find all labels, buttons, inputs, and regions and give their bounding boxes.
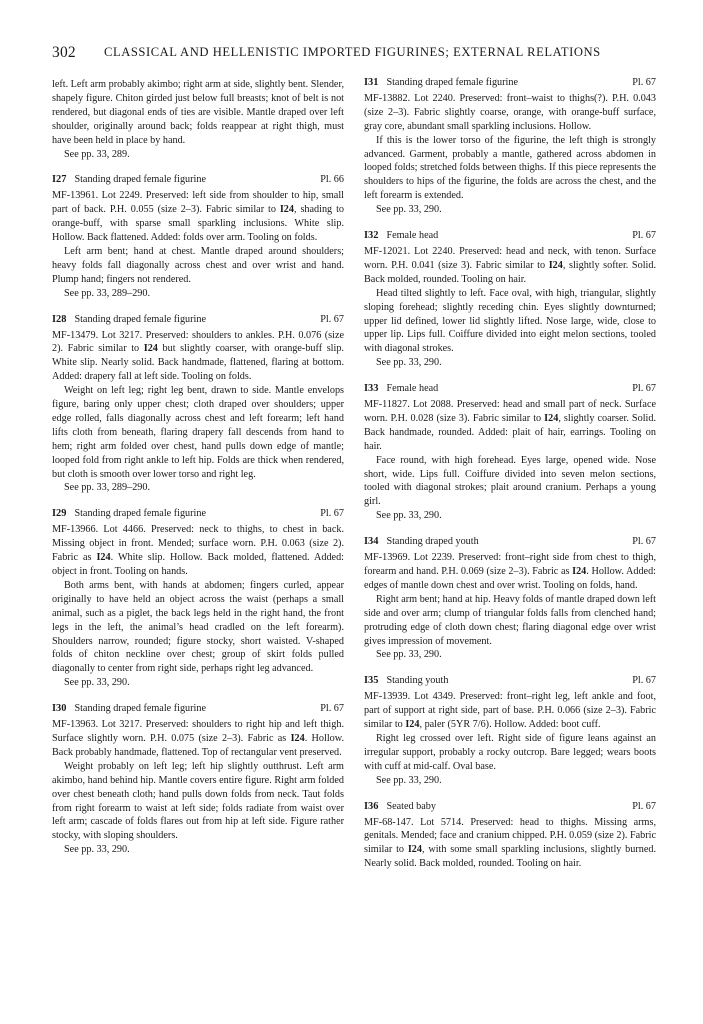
description-text: , shading to orange-buff, with sparse small sparkling inclusions. White slip. Hollow. Back flattened. Added: folds over arm. Tooling on folds. [52,204,344,244]
entry-paragraph: If this is the lower torso of the figurine, the left thigh is strongly advanced. Garment, probably a mantle, gathered across abdomen in looped folds; stretched folds between thighs. If this piece represents the shoulders to hips of the figurine, the folds are across the chest, and the left forearm is extended. [364,134,656,202]
entry-heading [364,800,656,814]
right-column [364,76,656,871]
catalogue-number: I27 [52,174,67,186]
entry-heading [364,382,656,396]
entry-heading [364,535,656,549]
continuation-see: See pp. 33, 289. [64,148,130,160]
entry-title: Standing draped female figurine [386,77,518,88]
catalogue-entry-i34 [364,535,656,662]
entry-title: Female head [386,383,439,395]
entry-title: Standing draped female figurine [74,508,206,520]
entry-description [364,245,656,287]
description-text: , slightly softer. Solid. Back molded, rounded. Tooling on hair. [364,259,656,285]
catalogue-entry-i27 [52,173,344,300]
cross-reference: I24 [544,412,559,424]
entry-description [52,189,344,245]
entry-heading [52,173,344,187]
entry-paragraph: Both arms bent, with hands at abdomen; fingers curled, appear originally to have held an object across the waist (perhaps a small animal, such as a piglet, the back legs held in the right hand, the front legs in the left, the animal’s head cradled on the left forearm). Shoulders narrow, rounded; figure stocky, short waisted. V-shaped folds of chiton neckline over chest; group of skirt folds pulled diagonally to center from right side, perhaps right leg advanced. [52,579,344,675]
plate-reference: Pl. 66 [320,174,344,186]
description-text: . Hollow. Added: edges of mantle down chest and over wrist. Tooling on folds, hand. [364,566,657,591]
entry-title: Standing youth [386,675,449,687]
description-text: , slightly coarser. Solid. Back handmade, rounded. Added: plait of hair, earrings. Tooling on hair. [364,412,656,452]
catalogue-entry-i32 [364,229,656,370]
cross-reference: I24 [405,719,420,731]
entry-heading [364,229,656,243]
entry-description [364,92,656,134]
see-pages: See pp. 33, 290. [376,774,442,786]
plate-reference: Pl. 67 [632,675,656,687]
cross-reference: I24 [279,204,294,216]
catalogue-entry-i29 [52,507,344,690]
catalogue-number: I29 [52,508,67,520]
description-text: MF-13963. Lot 3217. Preserved: shoulders to right hip and left thigh. Surface slightly worn. P.H. 0.075 (size 2–3). Fabric as [52,719,344,744]
plate-reference: Pl. 67 [320,313,344,325]
catalogue-number: I31 [364,77,379,88]
entry-heading [364,76,656,90]
entry-heading [52,507,344,521]
description-text: . White slip. Hollow. Back molded, flattened. Added: object in front. Tooling on hands. [52,552,344,577]
entry-description [364,816,656,872]
description-text: , paler (5YR 7/6). Hollow. Added: boot cuff. [419,719,601,731]
catalogue-entry-i36 [364,800,656,872]
see-pages: See pp. 33, 290. [376,649,442,661]
entry-heading [52,313,344,327]
catalogue-number: I32 [364,230,379,242]
entry-description [52,718,344,760]
plate-reference: Pl. 67 [632,77,656,88]
entry-title: Standing draped female figurine [74,703,206,715]
plate-reference: Pl. 67 [632,383,656,395]
entry-description [364,690,656,732]
see-pages: See pp. 33, 289–290. [64,287,151,299]
see-pages: See pp. 33, 290. [376,510,442,522]
cross-reference: I24 [548,259,563,271]
catalogue-number: I28 [52,313,67,325]
see-pages: See pp. 33, 289–290. [64,482,151,494]
cross-reference: I24 [290,732,305,744]
page-number: 302 [52,44,76,61]
catalogue-entry-i31 [364,76,656,217]
catalogue-entry-i30 [52,702,344,857]
entry-paragraph: Left arm bent; hand at chest. Mantle draped around shoulders; heavy folds fall diagonally across chest and over wrist and hand. Plump hand; fingers not rendered. [52,245,344,285]
see-pages: See pp. 33, 290. [64,844,130,856]
plate-reference: Pl. 67 [320,703,344,715]
cross-reference: I24 [143,343,158,355]
entry-heading [364,674,656,688]
description-text: . Hollow. Back probably handmade, flattened. Top of rectangular vent preserved. [52,732,344,758]
description-text: MF-12021. Lot 2240. Preserved: head and neck, with tenon. Surface worn. P.H. 0.041 (size 3). Fabric similar to [364,245,656,271]
plate-reference: Pl. 67 [632,230,656,242]
description-text: MF-13882. Lot 2240. Preserved: front–waist to thighs(?). P.H. 0.043 (size 2–3). Fabric slightly coarse, orange, with orange-buff surface, gray core, abundant small sparkling inclusions. Hollow. [364,92,656,132]
catalogue-number: I30 [52,703,67,715]
description-text: MF-13966. Lot 4466. Preserved: neck to thighs, to chest in back. Missing object in front. Mended; surface worn. P.H. 0.063 (size 2). Fabric as [52,524,344,564]
entry-title: Female head [386,230,439,242]
entry-description [364,551,656,593]
entry-paragraph: Face round, with high forehead. Eyes large, opened wide. Nose short, wide. Lips full. Coiffure divided into seven melon sections, tooled with diagonal strokes; plait around cranium. Perhaps a young girl. [364,454,656,508]
entry-paragraph: Right leg crossed over left. Right side of figure leans against an irregular support, probably a rocky outcrop. Bare legged; wears boots with cuff at mid-calf. Oval base. [364,732,656,772]
description-text: , with some small sparkling inclusions, slightly burned. Nearly solid. Back molded, rounded. Tooling on hair. [364,844,657,870]
entry-paragraph: Weight on left leg; right leg bent, drawn to side. Mantle envelops figure, baring only upper chest; cloth draped over shoulders; upper edge rolled, falls diagonally across chest and left forearm; left hand lifts cloth from beneath, flaring drapery fall descends from hand to hem; right arm folded over chest, hand pulls down edge of mantle; looped fold from right ankle to left hip. Folds are thick when rendered, but cloth is smooth over lower torso and right leg. [52,385,344,480]
catalogue-number: I36 [364,800,379,812]
cross-reference: I24 [96,552,111,564]
description-text: MF-13479. Lot 3217. Preserved: shoulders to ankles. P.H. 0.076 (size 2). Fabric similar to [52,329,344,355]
entry-heading [52,702,344,716]
entry-description [364,398,656,454]
cross-reference: I24 [407,844,422,856]
description-text: MF-13939. Lot 4349. Preserved: front–right leg, left ankle and foot, part of support at right side, part of base. P.H. 0.066 (size 2–3). Fabric similar to [364,691,656,731]
catalogue-number: I35 [364,675,379,687]
page-header [52,44,662,64]
plate-reference: Pl. 67 [632,536,656,548]
description-text: but slightly coarser, with orange-buff slip. White slip. Nearly solid. Back handmade, flattened, flaring at bottom. Added: drapery fall at left side. Tooling on folds. [52,343,344,383]
plate-reference: Pl. 67 [632,800,656,812]
entry-title: Seated baby [386,800,436,812]
entry-description [52,523,344,579]
entry-paragraph: Right arm bent; hand at hip. Heavy folds of mantle draped down left side and over arm; clump of triangular folds falls from clenched hand; protruding edge of cloth down chest; flaring diagonal edge over wrist gives impression of movement. [364,593,656,647]
catalogue-entry-i28 [52,313,344,496]
description-text: MF-68-147. Lot 5714. Preserved: head to thighs. Missing arms, genitals. Mended; face and cranium chipped. P.H. 0.059 (size 2). Fabric similar to [364,816,656,856]
plate-reference: Pl. 67 [320,508,344,520]
entry-title: Standing draped female figurine [74,313,206,325]
catalogue-entry-i33 [364,382,656,523]
description-text: MF-13961. Lot 2249. Preserved: left side from shoulder to hip, small part of back. P.H. 0.055 (size 2–3). Fabric similar to [52,190,344,216]
catalogue-entry-i35 [364,674,656,787]
description-text: MF-13969. Lot 2239. Preserved: front–right side from chest to thigh, forearm and hand. P.H. 0.069 (size 2–3). Fabric as [364,552,656,577]
entry-title: Standing draped female figurine [74,174,206,186]
running-title: CLASSICAL AND HELLENISTIC IMPORTED FIGURINES; EXTERNAL RELATIONS [104,45,601,59]
description-text: MF-11827. Lot 2088. Preserved: head and small part of neck. Surface worn. P.H. 0.028 (size 3). Fabric similar to [364,399,656,424]
entry-description [52,329,344,385]
see-pages: See pp. 33, 290. [64,677,130,689]
entry-title: Standing draped youth [386,536,479,548]
see-pages: See pp. 33, 290. [376,204,442,216]
continuation-text: left. Left arm probably akimbo; right arm at side, slightly bent. Slender, shapely figure. Chiton girded just below full breasts; knot of belt is not rendered, but diagonal ends of ties are visible. Mantle draped over left shoulder, originally around back; folds reappear at right thigh, must have been held in place by hand. [52,79,344,146]
cross-reference: I24 [572,566,587,577]
catalogue-number: I34 [364,536,379,548]
catalogue-number: I33 [364,383,379,395]
see-pages: See pp. 33, 290. [376,357,442,369]
entry-paragraph: Weight probably on left leg; left hip slightly outthrust. Left arm akimbo, hand behind hip. Mantle covers entire figure. Right arm folded over chest beneath cloth; hand pulls down folds from neck. Taut folds from right forearm to waist at left side; folds radiate from waist over left arm; cascade of folds flares out from hip at left side. Figure rather stocky, with sloping shoulders. [52,760,344,842]
left-column [52,78,344,857]
entry-paragraph: Head tilted slightly to left. Face oval, with high, triangular, slightly sloping forehead; slightly receding chin. Eyes slightly downturned; upper lid defined, lower lid slightly lifted. Nose large, wide, close to upper lip. Lips full. Coiffure divided into eight melon sections, tooled with diagonal strokes. [364,287,656,355]
